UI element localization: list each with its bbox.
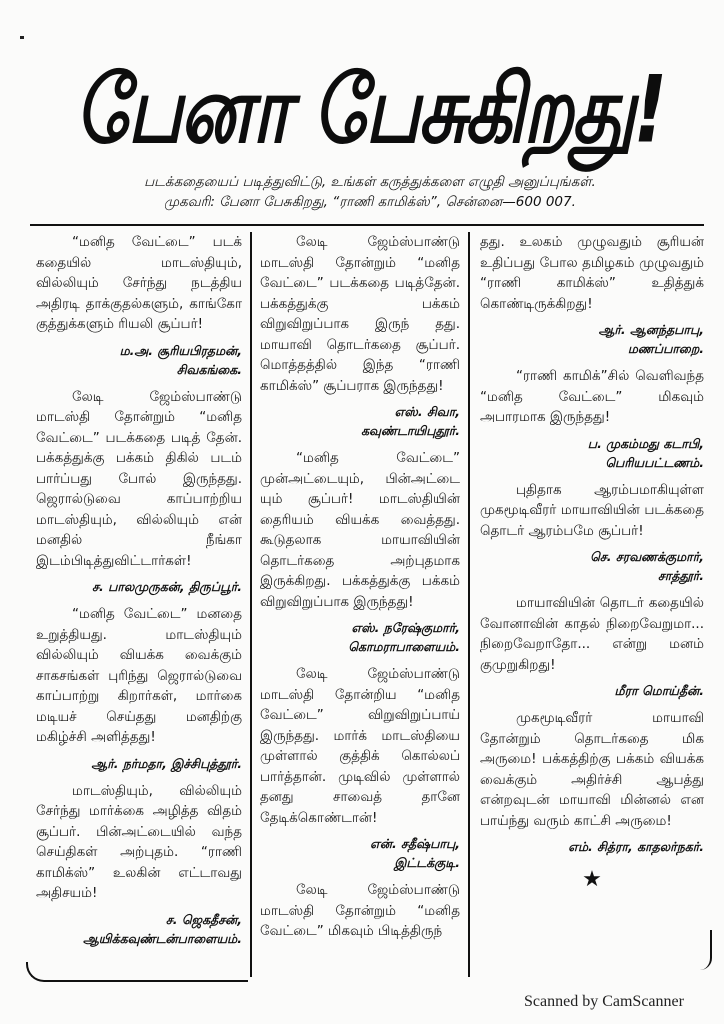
author-place: சிவகங்கை. <box>176 361 242 377</box>
letter-signature <box>480 547 704 585</box>
author-name: ச. பாலமுருகன், திருப்பூர். <box>92 579 242 594</box>
frame-border-bottom-left <box>26 962 248 982</box>
letters-columns <box>30 232 710 977</box>
column-1 <box>30 232 252 977</box>
letter-signature <box>480 681 704 700</box>
author-place: கவுண்டாயிபுதூர். <box>361 423 460 438</box>
author-place: இட்டக்குடி. <box>394 855 460 870</box>
author-name: ச. ஜெகதீசன், <box>165 911 242 927</box>
letter-body: மாடஸ்தியும், வில்லியும் சேர்ந்து மார்க்கை அழித்த விதம் சூப்பர். பின்அட்டையில் வந்த செய்திகள் அற்புதம். “ராணி காமிக்ஸ்” உலகின் எட்டாவது அதிசயம்! <box>36 782 242 901</box>
author-place: பெரியபட்டணம். <box>605 454 704 470</box>
letter-signature <box>36 577 242 596</box>
column-2 <box>252 232 470 977</box>
author-place: கொமராபாளையம். <box>348 639 460 654</box>
author-name: ம.அ. சூரியபிரதமன், <box>119 342 242 358</box>
subtitle-address: முகவரி: பேனா பேசுகிறது, “ராணி காமிக்ஸ்”, சென்னை—600 007. <box>164 194 576 210</box>
author-name: என். சதீஷ்பாபு, <box>370 836 460 851</box>
letter-body: முகமூடிவீரர் மாயாவி தோன்றும் தொடர்கதை மிக அருமை! பக்கத்திற்கு பக்கம் வியக்க வைக்கும் அதிர்ச்சி ஆபத்து என்றவுடன் மாயாவி மின்னல் என பாய்ந்து வரும் காட்சி அருமை! <box>480 710 704 829</box>
author-name: எஸ். சிவா, <box>394 404 460 419</box>
letter-body-continuation: தது. உலகம் முழுவதும் சூரியன் உதிப்பது போல தமிழகம் முழுவதும் “ராணி காமிக்ஸ்” உதித்துக் கொண்டிருக்கிறது! <box>480 234 704 312</box>
letter-body: “ராணி காமிக்”சில் வெளிவந்த “மனித வேட்டை” மிகவும் அபாரமாக இருந்தது! <box>480 368 704 425</box>
letter-signature <box>36 341 242 379</box>
letter-body: புதிதாக ஆரம்பமாகியுள்ள முகமூடிவீரர் மாயாவியின் படக்கதை தொடர் ஆரம்பமே சூப்பர்! <box>480 481 704 539</box>
letter-body: “மனித வேட்டை” படக் கதையில் மாடஸ்தியும், வில்லியும் சேர்ந்து நடத்திய அதிரடி தாக்குதல்களும், காங்கோ குத்துக்களும் ரியலி சூப்பர்! <box>36 234 242 332</box>
letter-body: “மனித வேட்டை” மனதை உறுத்தியது. மாடஸ்தியும் வில்லியும் வியக்க வைக்கும் சாகசங்கள் புரிந்து ஜெரால்டுவை காப்பாற்று கிறார்கள், மார்கை மடியச் செய்தது மனதிற்கு மகிழ்ச்சி அளித்தது! <box>36 606 242 745</box>
author-name: ஆர். நர்மதா, இச்சிபுத்தூர். <box>91 755 242 771</box>
header-divider <box>30 224 704 226</box>
scan-speck <box>20 36 24 39</box>
subtitle-instruction: படக்கதையைப் படித்துவிட்டு, உங்கள் கருத்துக்களை எழுதி அனுப்புங்கள். <box>144 174 596 190</box>
author-name: எம். சித்ரா, காதலர்நகர். <box>568 839 704 854</box>
column-3 <box>470 232 710 977</box>
letter-body: மாயாவியின் தொடர் கதையில் வோனாவின் காதல் நிறைவேறுமா... நிறைவேறாதோ... என்று மனம் குமுறுகிறது! <box>480 595 704 673</box>
author-place: சாத்தூர். <box>657 568 704 583</box>
letter-body-continued: லேடி ஜேம்ஸ்பாண்டு மாடஸ்தி தோன்றும் “மனித வேட்டை” மிகவும் பிடித்திருந் <box>260 882 460 939</box>
author-place: ஆயிக்கவுண்டன்பாளையம். <box>82 930 242 946</box>
letter-signature <box>260 402 460 440</box>
letter-signature <box>480 320 704 358</box>
letter-signature <box>36 910 242 948</box>
letter-signature <box>260 834 460 872</box>
letter-signature <box>260 618 460 656</box>
letter-body: லேடி ஜேம்ஸ்பாண்டு மாடஸ்தி தோன்றிய “மனித வேட்டை” விறுவிறுப்பாய் இருந்தது. மார்க் மாடஸ்தியை முள்ளால் குத்திக் கொல்லப் பார்த்தான். முடிவில் முள்ளால் தனது சாவைத் தானே தேடிக்கொண்டான்! <box>260 666 460 826</box>
letter-signature <box>480 434 704 472</box>
letter-signature <box>36 754 242 773</box>
letter-body: “மனித வேட்டை” முன்அட்டையும், பின்அட்டை யும் சூப்பர்! மாடஸ்தியின் தைரியம் வியக்க வைத்தது. கூடுதலாக மாயாவியின் தொடர்கதை அற்புதமாக இருக்கிறது. பக்கத்துக்கு பக்கம் விறுவிறுப்பாக இருந்தது! <box>260 450 460 610</box>
author-name: ஆர். ஆனந்தபாபு, <box>598 322 704 337</box>
author-name: எஸ். நரேஷ்குமார், <box>351 620 460 635</box>
author-name: செ. சரவணக்குமார், <box>590 549 704 564</box>
author-name: மீரா மொய்தீன். <box>614 683 704 698</box>
star-icon: ★ <box>582 867 602 892</box>
letter-signature <box>480 837 704 856</box>
frame-border-bottom-right <box>700 930 712 970</box>
author-place: மணப்பாறை. <box>627 341 704 356</box>
scanner-watermark: Scanned by CamScanner <box>524 993 684 1010</box>
letter-body: லேடி ஜேம்ஸ்பாண்டு மாடஸ்தி தோன்றும் “மனித வேட்டை” படக்கதை படித்தேன். பக்கத்துக்கு பக்கம் விறுவிறுப்பாக இருந் தது. மாயாவி தொடர்கதை சூப்பர். மொத்தத்தில் இந்த “ராணி காமிக்ஸ்” சூப்பராக இருந்தது! <box>260 234 460 394</box>
page-title: பேனா பேசுகிறது! <box>74 56 666 164</box>
letter-body: லேடி ஜேம்ஸ்பாண்டு மாடஸ்தி தோன்றும் “மனித வேட்டை” படக்கதை படித் தேன். பக்கத்துக்கு பக்கம் திகில் படம் பார்ப்பது போல் இருந்தது. ஜெரால்டுவை காப்பாற்றிய மாடஸ்தியும், வில்லியும் என் மனதில் நீங்கா இடம்பிடித்துவிட்டார்கள்! <box>36 388 242 569</box>
author-name: ப. முகம்மது கடாபி, <box>587 435 704 451</box>
subtitle-block <box>30 172 710 212</box>
